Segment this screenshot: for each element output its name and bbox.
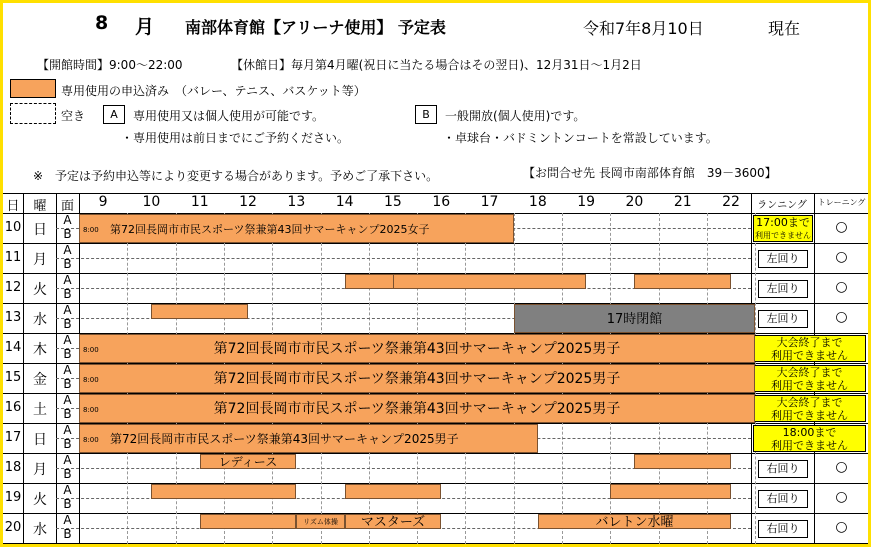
legend-empty-text: 空き	[61, 109, 86, 123]
day-number: 17	[4, 430, 22, 445]
face-a: A	[63, 453, 72, 467]
running-note-line2: 利用できません	[771, 439, 848, 452]
start-time: 8:00	[83, 346, 99, 354]
face-b: B	[63, 437, 72, 451]
running-note	[753, 335, 866, 362]
weekday: 月	[33, 462, 47, 478]
hour-label: 16	[432, 194, 451, 210]
hour-label: 19	[577, 194, 596, 210]
day-number: 15	[4, 370, 22, 385]
legend-reserved-swatch	[10, 79, 56, 98]
running-note-line1: 18:00まで	[782, 426, 837, 439]
training-mark: ○	[835, 309, 848, 325]
b-letter-box: B	[415, 105, 437, 124]
event-label: 第72回長岡市市民スポーツ祭兼第43回サマーキャンプ2025男子	[213, 341, 621, 357]
face-a: A	[63, 273, 72, 287]
event-label: 17時閉館	[606, 312, 663, 327]
start-time: 8:00	[83, 376, 99, 384]
closed-days: 【休館日】毎月第4月曜(祝日に当たる場合はその翌日)、12月31日～1月2日	[231, 58, 642, 72]
date-label: 令和7年8月10日	[583, 19, 704, 38]
weekday: 火	[33, 492, 47, 508]
training-mark: ○	[835, 279, 848, 295]
row-divider-ab	[56, 258, 751, 259]
training-mark: ○	[835, 519, 848, 535]
hour-label: 10	[142, 194, 161, 210]
running-note-line1: 17:00まで	[756, 216, 810, 229]
face-a: A	[63, 513, 72, 527]
running-note-line1: 大会終了まで	[776, 366, 843, 379]
running-note-line1: 大会終了まで	[776, 396, 843, 409]
grid-hline-row	[3, 543, 868, 544]
day-number: 12	[4, 280, 22, 295]
face-b: B	[63, 257, 72, 271]
weekday: 日	[33, 222, 47, 238]
training-mark: ○	[835, 459, 848, 475]
running-direction: 左回り	[758, 310, 808, 328]
event-label: レディース	[218, 455, 278, 469]
hour-label: 17	[480, 194, 499, 210]
event-label: リズム体操	[303, 518, 338, 526]
hour-label: 12	[239, 194, 257, 210]
face-a: A	[63, 213, 72, 227]
a-letter-box: A	[103, 105, 125, 124]
training-mark: ○	[835, 489, 848, 505]
reserved-bar	[345, 484, 441, 499]
grid-hline-row	[3, 243, 868, 244]
running-note	[753, 365, 866, 392]
running-note-line2: 利用できません	[771, 409, 848, 422]
day-number: 13	[4, 310, 22, 325]
now-label: 現在	[768, 19, 801, 38]
month-number: 8	[95, 12, 109, 34]
running-direction: 左回り	[758, 280, 808, 298]
face-b: B	[63, 467, 72, 481]
schedule-table	[3, 193, 868, 544]
col-day-header: 日	[6, 199, 20, 214]
running-note	[753, 395, 866, 422]
running-note-line2: 利用できません	[755, 231, 811, 240]
day-number: 16	[4, 400, 22, 415]
reserved-bar	[200, 514, 296, 529]
face-b: B	[63, 317, 72, 331]
face-b: B	[63, 377, 72, 391]
weekday: 土	[33, 402, 47, 418]
legend-empty-swatch	[10, 103, 56, 124]
col-running-header: ランニング	[757, 200, 807, 211]
b-sub: ・卓球台・バドミントンコートを常設しています。	[443, 131, 718, 145]
page-title: 南部体育館【アリーナ使用】 予定表	[185, 18, 446, 37]
start-time: 8:00	[83, 226, 99, 234]
notice: ※ 予定は予約申込等により変更する場合があります。予めご了承下さい。	[33, 169, 439, 183]
day-number: 14	[4, 340, 22, 355]
event-bar	[79, 424, 538, 453]
contact: 【お問合せ先 長岡市南部体育館 39－3600】	[523, 166, 777, 180]
face-b: B	[63, 287, 72, 301]
event-label: 第72回長岡市市民スポーツ祭兼第43回サマーキャンプ2025女子	[110, 223, 430, 236]
event-bar	[79, 364, 755, 393]
face-a: A	[63, 423, 72, 437]
face-b: B	[63, 527, 72, 541]
face-b: B	[63, 227, 72, 241]
event-bar	[200, 454, 296, 469]
col-weekday-header: 曜	[33, 199, 47, 214]
running-note	[753, 425, 866, 452]
face-a: A	[63, 363, 72, 377]
day-number: 10	[4, 220, 22, 235]
running-direction: 右回り	[758, 490, 808, 508]
face-a: A	[63, 483, 72, 497]
hour-label: 22	[722, 194, 740, 210]
weekday: 水	[33, 312, 47, 328]
day-number: 19	[4, 490, 22, 505]
running-note-line2: 利用できません	[771, 379, 848, 392]
start-time: 8:00	[83, 436, 99, 444]
event-label: 第72回長岡市市民スポーツ祭兼第43回サマーキャンプ2025男子	[213, 371, 621, 387]
reserved-bar	[393, 274, 586, 289]
day-number: 20	[4, 520, 22, 535]
face-b: B	[63, 407, 72, 421]
event-label: マスターズ	[360, 515, 426, 529]
event-label: 第72回長岡市市民スポーツ祭兼第43回サマーキャンプ2025男子	[110, 432, 459, 446]
weekday: 金	[33, 372, 47, 388]
event-bar	[79, 214, 514, 243]
hour-label: 15	[384, 194, 402, 210]
day-number: 18	[4, 460, 22, 475]
legend-reserved-text: 専用使用の申込済み （バレー、テニス、バスケット等）	[61, 84, 366, 98]
face-a: A	[63, 303, 72, 317]
weekday: 水	[33, 522, 47, 538]
hour-label: 20	[625, 194, 644, 210]
col-training-header: トレーニング	[817, 198, 866, 207]
reserved-bar	[610, 484, 731, 499]
a-text: 専用使用又は個人使用が可能です。	[133, 109, 325, 123]
event-bar	[79, 334, 755, 363]
event-bar	[514, 304, 755, 333]
running-direction: 右回り	[758, 520, 808, 538]
running-note-line1: 大会終了まで	[776, 336, 843, 349]
hour-label: 21	[673, 194, 692, 210]
col-face-header: 面	[60, 199, 74, 214]
hour-label: 18	[528, 194, 547, 210]
reserved-bar	[634, 454, 731, 469]
training-mark: ○	[835, 249, 848, 265]
event-bar	[79, 394, 755, 423]
event-bar	[538, 514, 731, 529]
event-bar	[296, 514, 345, 529]
weekday: 木	[33, 342, 47, 358]
hour-label: 13	[287, 194, 306, 210]
running-note	[753, 215, 813, 242]
event-bar	[345, 514, 441, 529]
weekday: 日	[33, 432, 47, 448]
weekday: 火	[33, 282, 47, 298]
reserved-bar	[634, 274, 731, 289]
start-time: 8:00	[83, 406, 99, 414]
grid-hline-row	[3, 453, 868, 454]
hour-label: 11	[190, 194, 209, 210]
running-direction: 左回り	[758, 250, 808, 268]
running-note-line2: 利用できません	[771, 349, 848, 362]
face-a: A	[63, 243, 72, 257]
day-number: 11	[4, 250, 22, 265]
month-char: 月	[135, 16, 155, 38]
event-label: 第72回長岡市市民スポーツ祭兼第43回サマーキャンプ2025男子	[213, 401, 621, 417]
face-a: A	[63, 333, 72, 347]
reserved-bar	[151, 304, 248, 319]
b-text: 一般開放(個人使用)です。	[445, 109, 586, 123]
face-a: A	[63, 393, 72, 407]
event-label: バレトン水曜	[595, 515, 674, 529]
face-b: B	[63, 347, 72, 361]
training-mark: ○	[835, 219, 848, 235]
reserved-bar	[151, 484, 296, 499]
a-sub: ・専用使用は前日までにご予約ください。	[121, 131, 350, 145]
face-b: B	[63, 497, 72, 511]
grid-hline-top	[3, 193, 868, 194]
open-hours: 【開館時間】9:00～22:00	[37, 58, 183, 72]
hour-label: 14	[335, 194, 354, 210]
hour-label: 9	[98, 194, 108, 210]
weekday: 月	[33, 252, 47, 268]
running-direction: 右回り	[758, 460, 808, 478]
